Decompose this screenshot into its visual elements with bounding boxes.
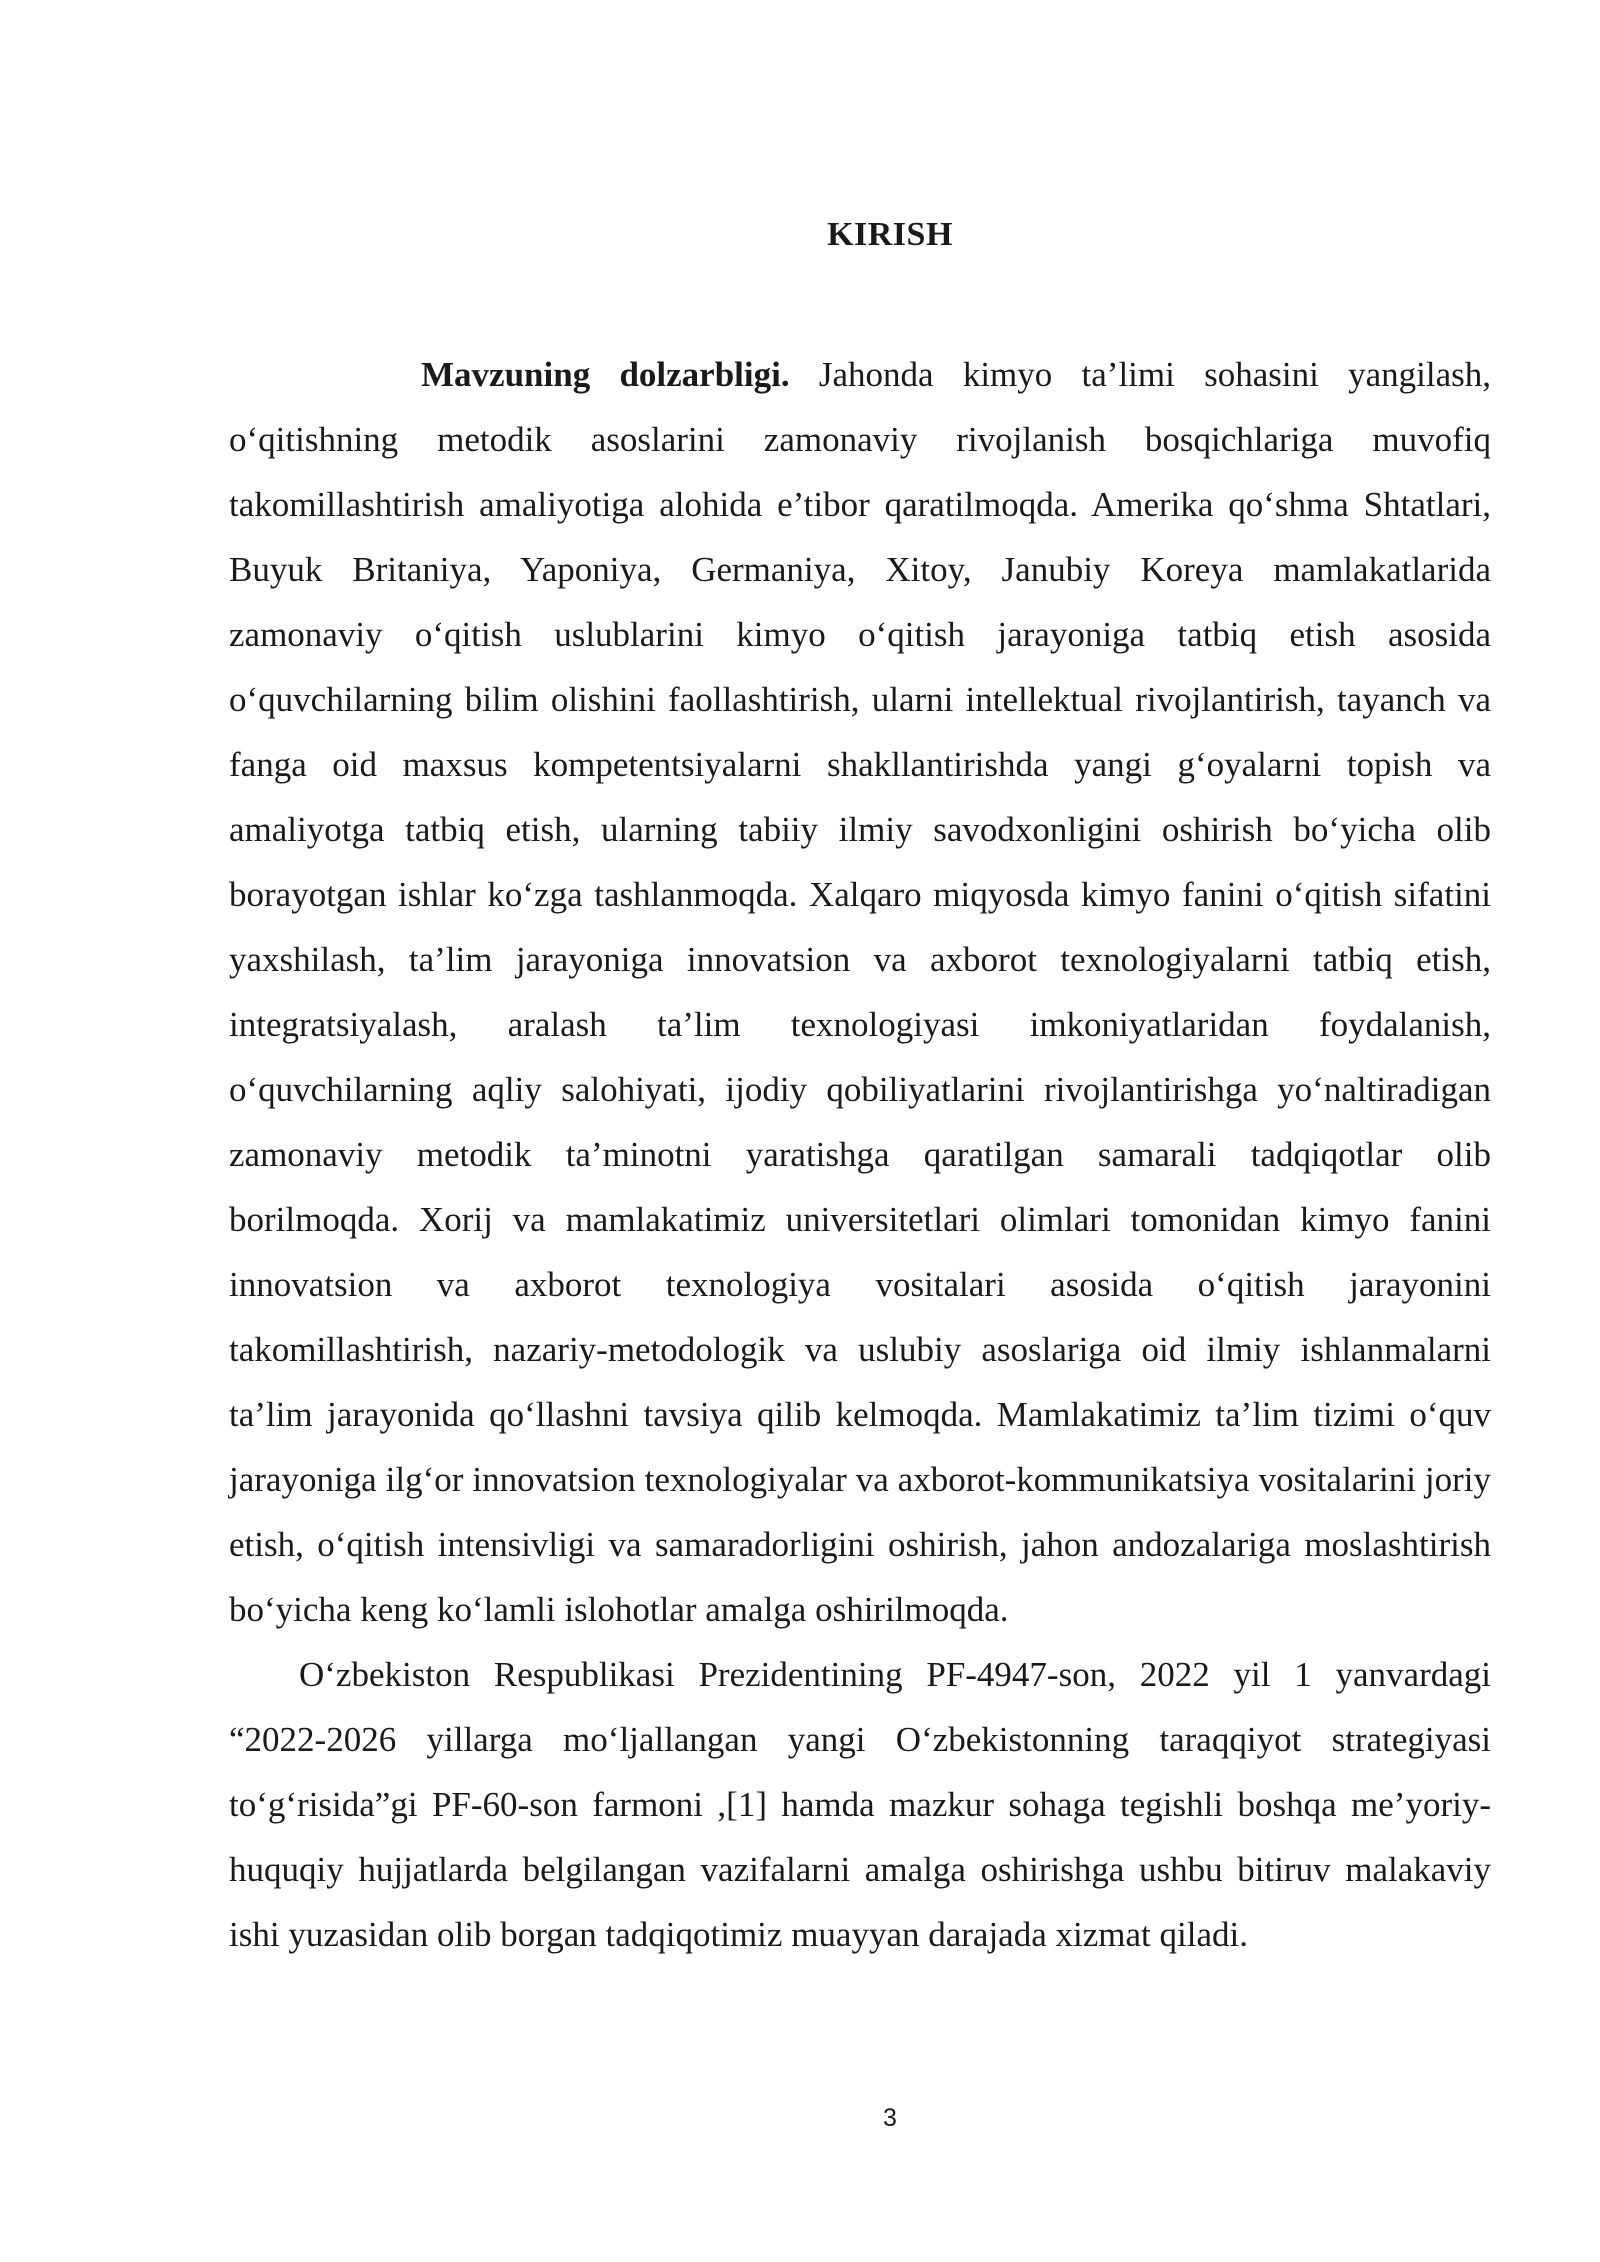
body-text [229, 342, 1491, 1967]
paragraph-text: Jahonda kimyo ta’limi sohasini yangilash, o‘qitishning metodik asoslarini zamonaviy rivojlanish bosqichlariga muvofiq takomillashtirish amaliyotiga alohida e’tibor qaratilmoqda. Amerika qo‘shma Shtatlari, Buyuk Britaniya, Yaponiya, Germaniya, Xitoy, Janubiy Koreya mamlakatlarida zamonaviy o‘qitish uslublarini kimyo o‘qitish jarayoniga tatbiq etish asosida o‘quvchilarning bilim olishini faollashtirish, ularni intellektual rivojlantirish, tayanch va fanga oid maxsus kompetentsiyalarni shakllantirishda yangi g‘oyalarni topish va amaliyotga tatbiq etish, ularning tabiiy ilmiy savodxonligini oshirish bo‘yicha olib borayotgan ishlar ko‘zga tashlanmoqda. Xalqaro miqyosda kimyo fanini o‘qitish sifatini yaxshilash, ta’lim jarayoniga innovatsion va axborot texnologiyalarni tatbiq etish, integratsiyalash, aralash ta’lim texnologiyasi imkoniyatlaridan foydalanish, o‘quvchilarning aqliy salohiyati, ijodiy qobiliyatlarini rivojlantirishga yo‘naltiradigan zamonaviy metodik ta’minotni yaratishga qaratilgan samarali tadqiqotlar olib borilmoqda. Xorij va mamlakatimiz universitetlari olimlari tomonidan kimyo fanini innovatsion va axborot texnologiya vositalari asosida o‘qitish jarayonini takomillashtirish, nazariy-metodologik va uslubiy asoslariga oid ilmiy ishlanmalarni ta’lim jarayonida qo‘llashni tavsiya qilib kelmoqda. Mamlakatimiz ta’lim tizimi o‘quv jarayoniga ilg‘or innovatsion texnologiyalar va axborot-kommunikatsiya vositalarini joriy etish, o‘qitish intensivligi va samaradorligini oshirish, jahon andozalariga moslashtirish bo‘yicha keng ko‘lamli islohotlar amalga oshirilmoqda. [229, 355, 1491, 1629]
paragraph-lead: Mavzuning dolzarbligi. [421, 355, 790, 394]
page-heading: KIRISH [827, 216, 953, 253]
paragraph-decree: O‘zbekiston Respublikasi Prezidentining PF-4947-son, 2022 yil 1 yanvardagi “2022-2026 yillarga mo‘ljallangan yangi O‘zbekistonning taraqqiyot strategiyasi to‘g‘risida”gi PF-60-son farmoni ,[1] hamda mazkur sohaga tegishli boshqa me’yoriy-huquqiy hujjatlarda belgilangan vazifalarni amalga oshirishga ushbu bitiruv malakaviy ishi yuzasidan olib borgan tadqiqotimiz muayyan darajada xizmat qiladi. [229, 1655, 1491, 1954]
paragraph-relevance [229, 342, 1491, 1642]
page-number: 3 [883, 2104, 897, 2132]
